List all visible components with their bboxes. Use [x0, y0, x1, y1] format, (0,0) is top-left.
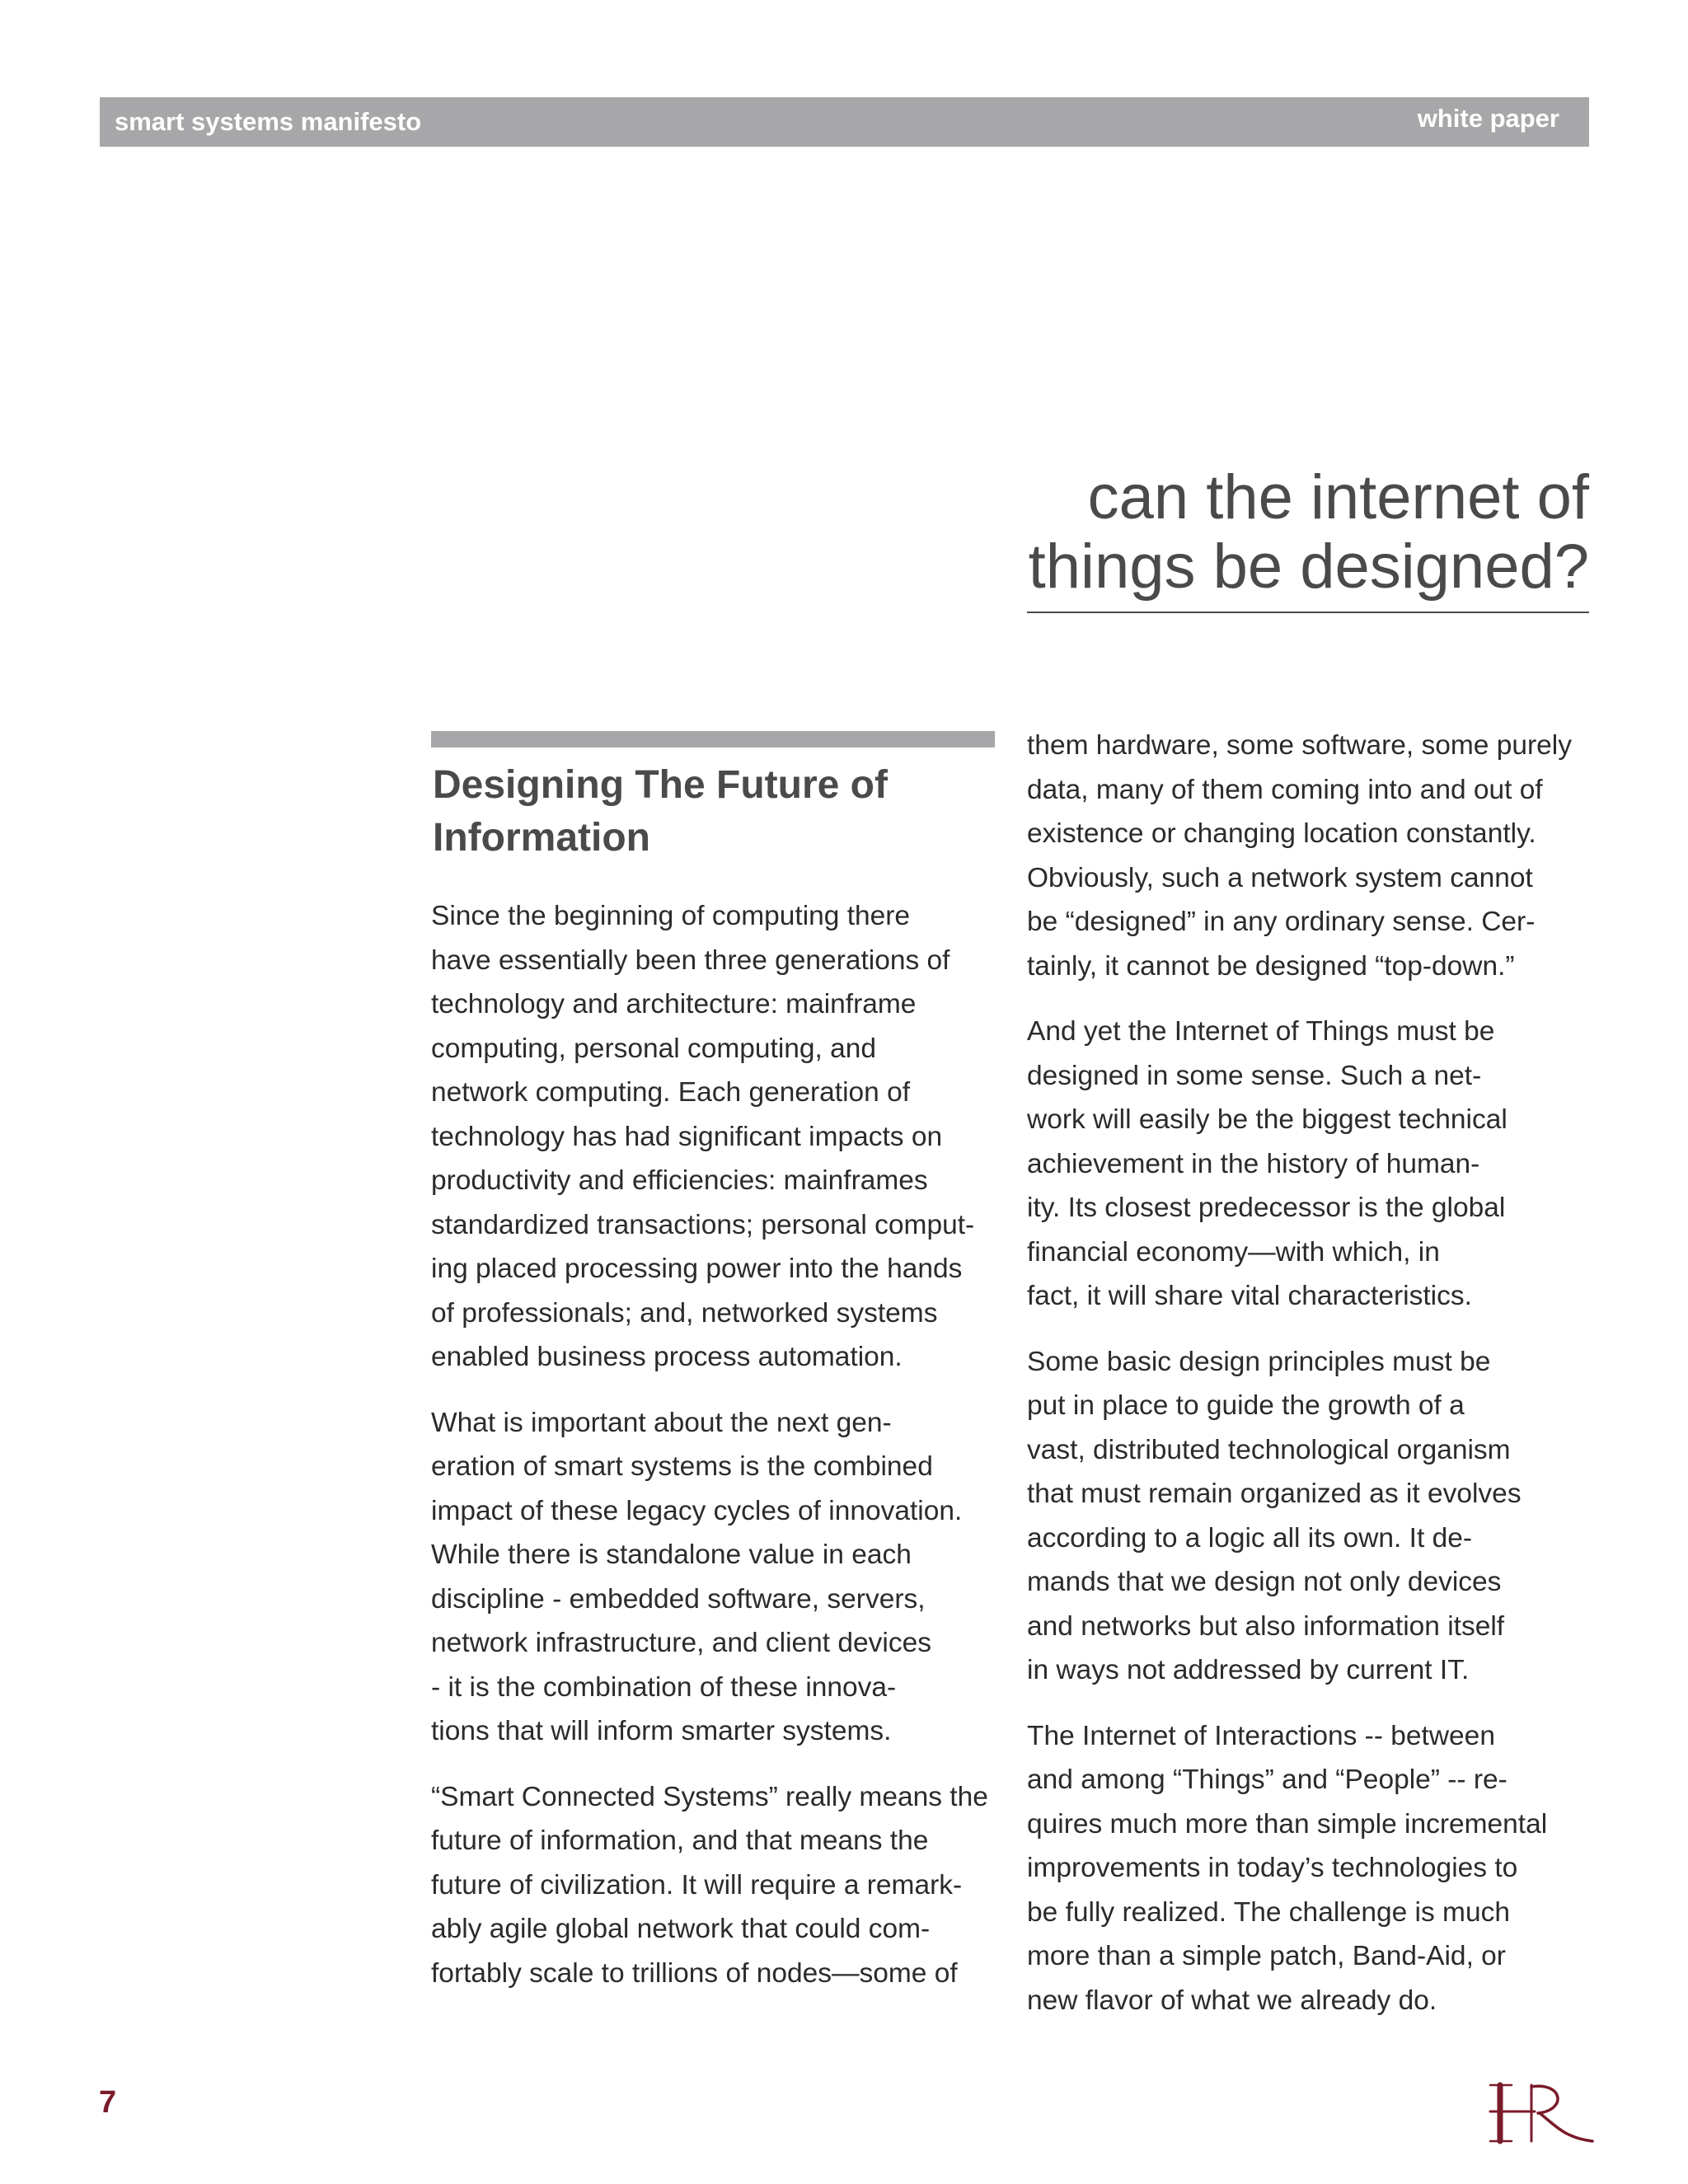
text-line: and among “Things” and “People” -- re- [1027, 1765, 1507, 1795]
paragraph [1027, 724, 1596, 988]
text-line: ably agile global network that could com- [431, 1914, 931, 1944]
text-line: fortably scale to trillions of nodes—some of [431, 1957, 958, 1989]
text-line: While there is standalone value in each [431, 1540, 912, 1570]
text-line: put in place to guide the growth of a [1027, 1390, 1465, 1421]
section-heading-line: Information [433, 816, 650, 860]
text-line: vast, distributed technological organism [1027, 1434, 1511, 1465]
paragraph [1027, 1340, 1596, 1693]
text-line: - it is the combination of these innova- [431, 1671, 897, 1703]
text-line: them hardware, some software, some purely [1027, 730, 1572, 761]
text-line: technology has had significant impacts on [431, 1121, 943, 1152]
text-line: computing, personal computing, and [431, 1033, 877, 1064]
text-line: in ways not addressed by current IT. [1027, 1655, 1470, 1685]
text-line: achievement in the history of human- [1027, 1148, 1480, 1179]
header-title: smart systems manifesto [115, 107, 422, 136]
section-divider [431, 731, 995, 748]
page-title-line: can the internet of [1087, 462, 1589, 532]
text-line: ity. Its closest predecessor is the global [1027, 1193, 1506, 1223]
text-line: tions that will inform smarter systems. [431, 1716, 892, 1746]
text-line: productivity and efficiencies: mainframes [431, 1165, 928, 1196]
text-line: improvements in today’s technologies to [1027, 1853, 1518, 1883]
text-line: of professionals; and, networked systems [431, 1297, 938, 1329]
text-line: more than a simple patch, Band-Aid, or [1027, 1941, 1506, 1971]
paragraph [431, 1401, 1000, 1754]
text-line: future of civilization. It will require a remark- [431, 1869, 963, 1900]
text-line: be “designed” in any ordinary sense. Cer- [1027, 907, 1536, 937]
text-line: future of information, and that means the [431, 1825, 929, 1856]
text-line: The Internet of Interactions -- between [1027, 1720, 1495, 1751]
paragraph [431, 894, 1000, 1380]
text-line: eration of smart systems is the combined [431, 1451, 933, 1482]
text-line: standardized transactions; personal comput- [431, 1209, 975, 1240]
left-column [431, 894, 1000, 2017]
text-line: impact of these legacy cycles of innovation. [431, 1495, 963, 1526]
text-line: new flavor of what we already do. [1027, 1985, 1437, 2016]
text-line: ing placed processing power into the hands [431, 1254, 963, 1284]
text-line: according to a logic all its own. It de- [1027, 1522, 1472, 1554]
text-line: designed in some sense. Such a net- [1027, 1060, 1482, 1091]
text-line: network computing. Each generation of [431, 1077, 911, 1108]
text-line: work will easily be the biggest technical [1027, 1104, 1507, 1135]
text-line: fact, it will share vital characteristics. [1027, 1281, 1472, 1311]
page-title [996, 463, 1589, 602]
text-line: be fully realized. The challenge is much [1027, 1896, 1510, 1928]
hr-monogram-icon [1484, 2077, 1599, 2151]
text-line: existence or changing location constantly. [1027, 818, 1536, 849]
text-line: And yet the Internet of Things must be [1027, 1016, 1495, 1047]
paragraph [1027, 1714, 1596, 2023]
text-line: Obviously, such a network system cannot [1027, 862, 1533, 893]
text-line: Since the beginning of computing there [431, 901, 911, 931]
page-title-line: things be designed? [1028, 532, 1589, 602]
text-line: “Smart Connected Systems” really means the [431, 1781, 988, 1812]
header-bar [100, 97, 1589, 147]
section-heading [433, 759, 993, 865]
text-line: quires much more than simple incremental [1027, 1808, 1548, 1840]
text-line: What is important about the next gen- [431, 1407, 892, 1438]
text-line: data, many of them coming into and out of [1027, 774, 1543, 805]
text-line: that must remain organized as it evolves [1027, 1479, 1522, 1509]
text-line: tainly, it cannot be designed “top-down.” [1027, 950, 1515, 982]
paragraph [1027, 1010, 1596, 1319]
right-column [1027, 724, 1596, 2044]
header-doc-type: white paper [1417, 104, 1559, 133]
text-line: network infrastructure, and client devices [431, 1628, 932, 1658]
text-line: enabled business process automation. [431, 1342, 903, 1372]
page-number: 7 [99, 2085, 117, 2120]
section-heading-line: Designing The Future of [433, 763, 888, 807]
text-line: have essentially been three generations of [431, 944, 950, 976]
text-line: mands that we design not only devices [1027, 1567, 1502, 1597]
text-line: Some basic design principles must be [1027, 1346, 1491, 1377]
text-line: discipline - embedded software, servers, [431, 1583, 926, 1615]
text-line: technology and architecture: mainframe [431, 989, 917, 1019]
text-line: financial economy—with which, in [1027, 1236, 1440, 1268]
text-line: and networks but also information itself [1027, 1610, 1505, 1642]
title-divider [1027, 612, 1589, 613]
paragraph [431, 1775, 1000, 1996]
